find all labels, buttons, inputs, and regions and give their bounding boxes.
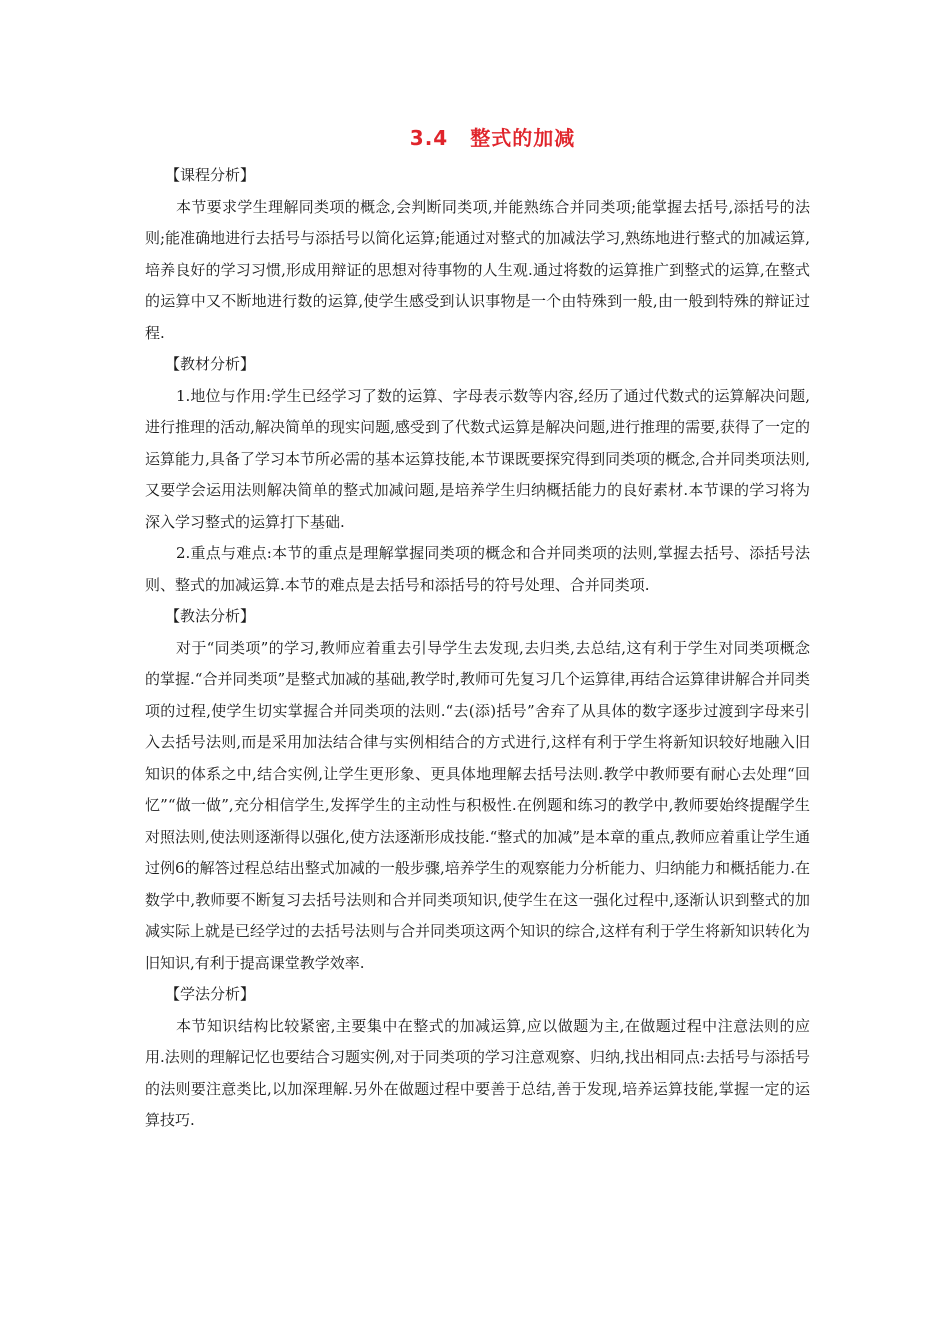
section-teaching-method-analysis — [145, 601, 810, 979]
document-page — [145, 118, 810, 1137]
section-paragraph: 对于“同类项”的学习,教师应着重去引导学生去发现,去归类,去总结,这有利于学生对同类项概念的掌握.“合并同类项”是整式加减的基础,教学时,教师可先复习几个运算律,再结合运算律讲解合并同类项的过程,使学生切实掌握合并同类项的法则.“去(添)括号”舍弃了从具体的数字逐步过渡到字母来引入去括号法则,而是采用加法结合律与实例相结合的方式进行,这样有利于学生将新知识较好地融入旧知识的体系之中,结合实例,让学生更形象、更具体地理解去括号法则.教学中教师要有耐心去处理“回忆”“做一做”,充分相信学生,发挥学生的主动性与积极性.在例题和练习的教学中,教师要始终提醒学生对照法则,使法则逐渐得以强化,使方法逐渐形成技能.“整式的加减”是本章的重点,教师应着重让学生通过例6的解答过程总结出整式加减的一般步骤,培养学生的观察能力分析能力、归纳能力和概括能力.在数学中,教师要不断复习去括号法则和合并同类项知识,使学生在这一强化过程中,逐渐认识到整式的加减实际上就是已经学过的去括号法则与合并同类项这两个知识的综合,这样有利于学生将新知识转化为旧知识,有利于提高课堂教学效率. — [145, 638, 810, 972]
section-heading: 【教材分析】 — [165, 355, 256, 373]
section-paragraph: 本节知识结构比较紧密,主要集中在整式的加减运算,应以做题为主,在做题过程中注意法则的应用.法则的理解记忆也要结合习题实例,对于同类项的学习注意观察、归纳,找出相同点:去括号与添括号的法则要注意类比,以加深理解.另外在做题过程中要善于总结,善于发现,培养运算技能,掌握一定的运算技巧. — [145, 1016, 810, 1129]
section-heading: 【课程分析】 — [165, 166, 256, 184]
section-textbook-analysis — [145, 349, 810, 601]
section-learning-method-analysis — [145, 979, 810, 1137]
title-text: 整式的加减 — [470, 126, 576, 150]
section-paragraph: 2.重点与难点:本节的重点是理解掌握同类项的概念和合并同类项的法则,掌握去括号、添括号法则、整式的加减运算.本节的难点是去括号和添括号的符号处理、合并同类项. — [145, 544, 810, 594]
section-course-analysis — [145, 160, 810, 349]
section-heading: 【学法分析】 — [165, 985, 256, 1003]
title-number: 3.4 — [409, 126, 449, 150]
section-paragraph: 本节要求学生理解同类项的概念,会判断同类项,并能熟练合并同类项;能掌握去括号,添括号的法则;能准确地进行去括号与添括号以简化运算;能通过对整式的加减法学习,熟练地进行整式的加减运算,培养良好的学习习惯,形成用辩证的思想对待事物的人生观.通过将数的运算推广到整式的运算,在整式的运算中又不断地进行数的运算,使学生感受到认识事物是一个由特殊到一般,由一般到特殊的辩证过程. — [145, 197, 810, 342]
section-heading: 【教法分析】 — [165, 607, 256, 625]
document-title — [145, 118, 810, 160]
section-paragraph: 1.地位与作用:学生已经学习了数的运算、字母表示数等内容,经历了通过代数式的运算解决问题,进行推理的活动,解决简单的现实问题,感受到了代数式运算是解决问题,进行推理的需要,获得了一定的运算能力,具备了学习本节所必需的基本运算技能,本节课既要探究得到同类项的概念,合并同类项法则,又要学会运用法则解决简单的整式加减问题,是培养学生归纳概括能力的良好素材.本节课的学习将为深入学习整式的运算打下基础. — [145, 386, 810, 531]
